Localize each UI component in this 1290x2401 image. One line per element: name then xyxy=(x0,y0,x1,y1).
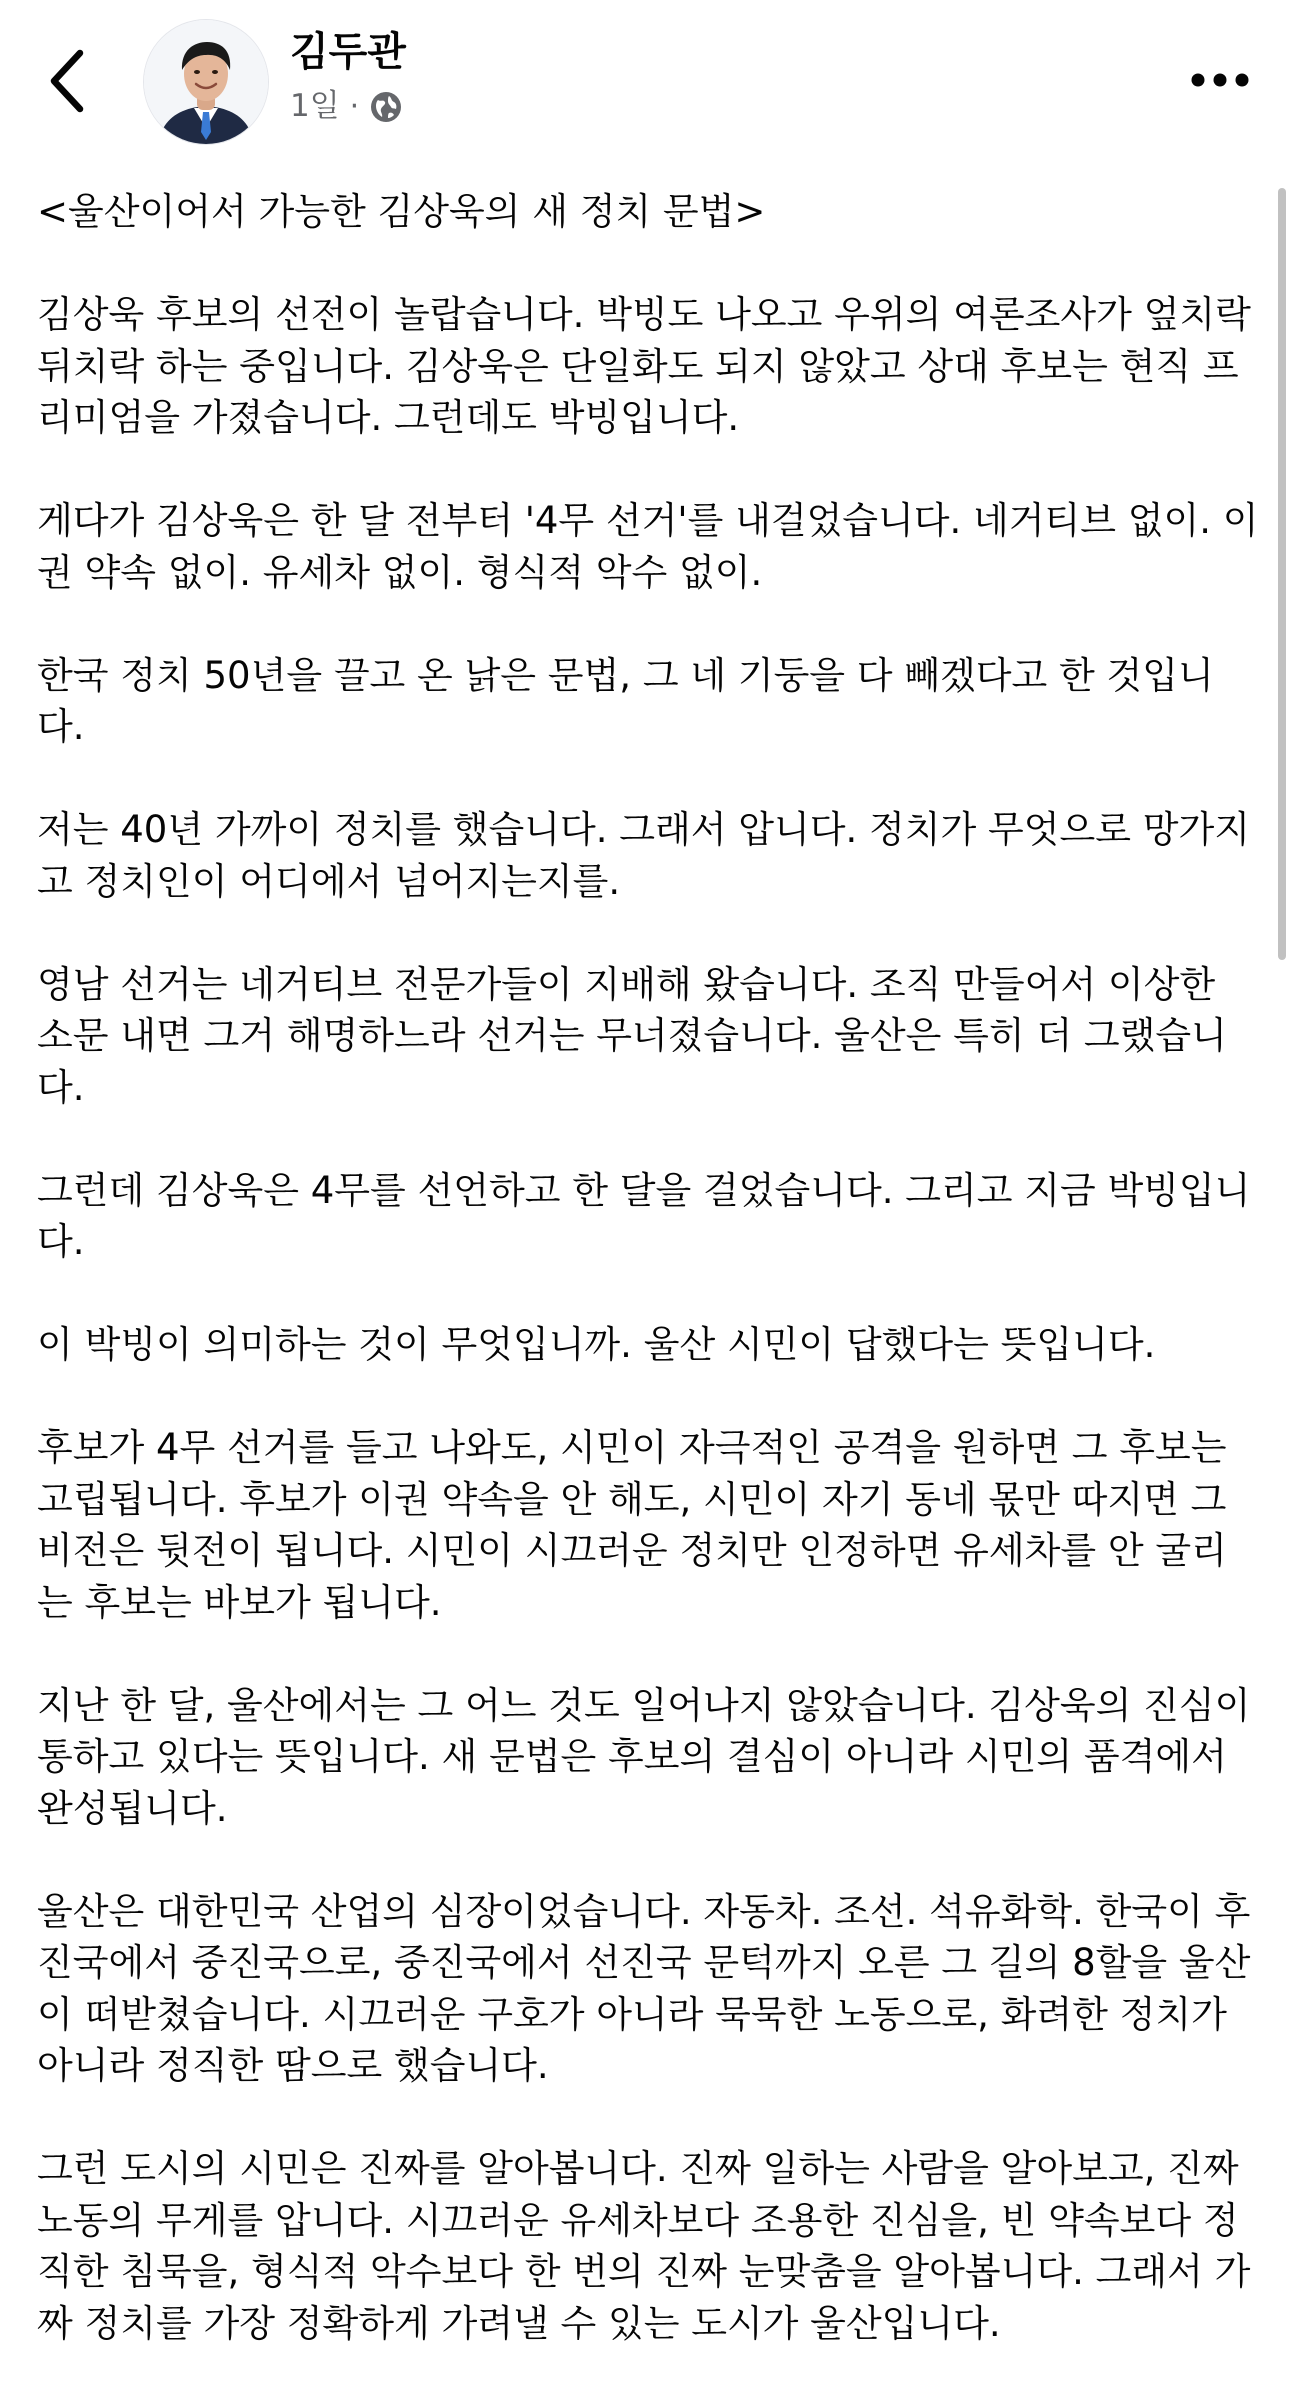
post-text xyxy=(37,186,1263,2401)
back-button[interactable] xyxy=(40,45,100,117)
post-paragraph: 한국 정치 50년을 끌고 온 낡은 문법, 그 네 기둥을 다 빼겠다고 한 것입니다. xyxy=(37,653,1214,748)
post-paragraph: 이 박빙이 의미하는 것이 무엇입니까. 울산 시민이 답했다는 뜻입니다. xyxy=(37,1323,1156,1366)
post-title: <울산이어서 가능한 김상욱의 새 정치 문법> xyxy=(37,190,766,233)
post-paragraph: 그런데 김상욱은 4무를 선언하고 한 달을 걸었습니다. 그리고 지금 박빙입니다. xyxy=(37,1168,1251,1263)
post-paragraph: 지난 한 달, 울산에서는 그 어느 것도 일어나지 않았습니다. 김상욱의 진심이 통하고 있다는 뜻입니다. 새 문법은 후보의 결심이 아니라 시민의 품격에서 완성됩니다. xyxy=(37,1683,1263,1830)
post-paragraph: 영남 선거는 네거티브 전문가들이 지배해 왔습니다. 조직 만들어서 이상한 소문 내면 그거 해명하느라 선거는 무너졌습니다. 울산은 특히 더 그랬습니다. xyxy=(37,962,1227,1109)
post-paragraph: 저는 40년 가까이 정치를 했습니다. 그래서 압니다. 정치가 무엇으로 망가지고 정치인이 어디에서 넘어지는지를. xyxy=(37,808,1250,903)
post-paragraph: 후보가 4무 선거를 들고 나와도, 시민이 자극적인 공격을 원하면 그 후보는 고립됩니다. 후보가 이권 약속을 안 해도, 시민이 자기 동네 몫만 따지면 그 비전은 뒷전이 됩니다. 시민이 시끄러운 정치만 인정하면 유세차를 안 굴리는 후보는 바보가 됩니다. xyxy=(37,1426,1239,1624)
profile-photo xyxy=(144,20,268,144)
scrollbar[interactable] xyxy=(1278,188,1286,960)
meta-separator: · xyxy=(349,88,360,124)
more-options-button[interactable] xyxy=(1190,62,1250,98)
post-paragraph: 울산은 대한민국 산업의 심장이었습니다. 자동차. 조선. 석유화학. 한국이 후진국에서 중진국으로, 중진국에서 선진국 문턱까지 오른 그 길의 8할을 울산이 떠받쳤습니다. 시끄러운 구호가 아니라 묵묵한 노동으로, 화려한 정치가 아니라 정직한 땀으로 했습니다. xyxy=(37,1889,1251,2087)
post-paragraph: 그런 도시의 시민은 진짜를 알아봅니다. 진짜 일하는 사람을 알아보고, 진짜 노동의 무게를 압니다. 시끄러운 유세차보다 조용한 진심을, 빈 약속보다 정직한 침묵을, 형식적 악수보다 한 번의 진짜 눈맞춤을 알아봅니다. 그래서 가짜 정치를 가장 정확하게 가려낼 수 있는 도시가 울산입니다. xyxy=(37,2147,1251,2345)
post-header xyxy=(0,0,1290,170)
post-timestamp[interactable]: 1일 xyxy=(290,88,340,124)
more-options-icon xyxy=(1190,62,1250,98)
post-paragraph: 김상욱 후보의 선전이 놀랍습니다. 박빙도 나오고 우위의 여론조사가 엎치락 뒤치락 하는 중입니다. 김상욱은 단일화도 되지 않았고 상대 후보는 현직 프리미엄을 가졌습니다. 그런데도 박빙입니다. xyxy=(37,293,1263,439)
avatar[interactable] xyxy=(144,20,268,144)
globe-icon[interactable] xyxy=(369,90,403,124)
author-name[interactable]: 김두관 xyxy=(290,29,406,75)
post-paragraph: 게다가 김상욱은 한 달 전부터 '4무 선거'를 내걸었습니다. 네거티브 없이. 이권 약속 없이. 유세차 없이. 형식적 악수 없이. xyxy=(37,499,1259,594)
post-meta xyxy=(290,88,403,125)
chevron-left-icon xyxy=(40,45,100,117)
